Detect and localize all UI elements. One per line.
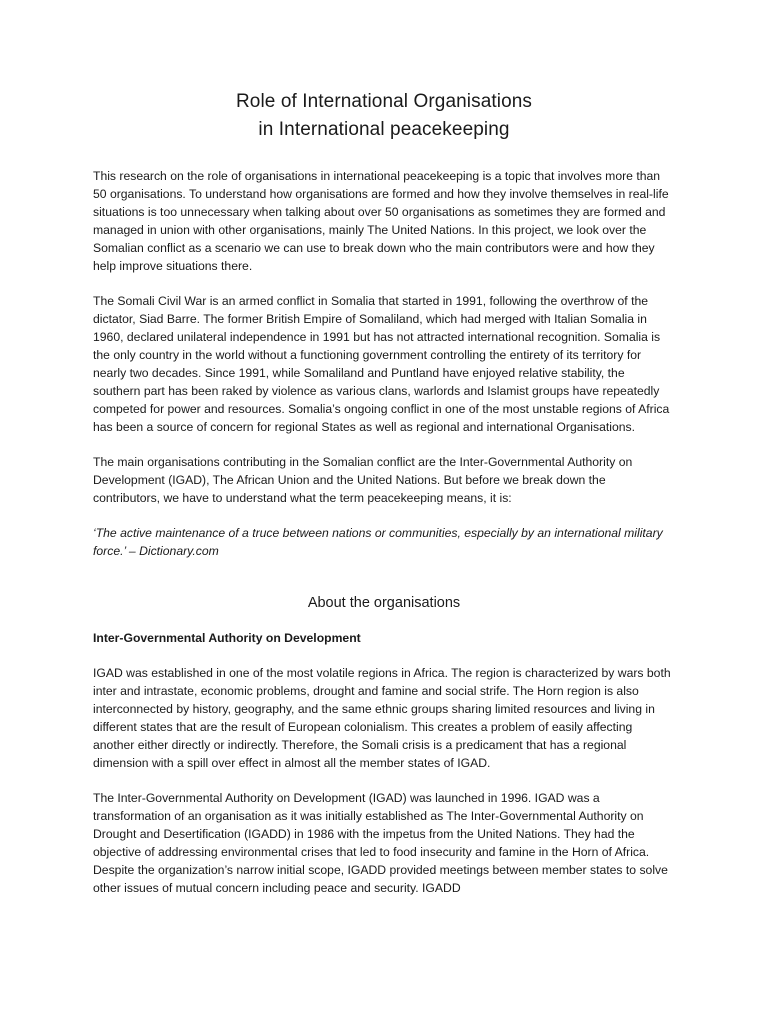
- section-heading: About the organisations: [307, 595, 461, 611]
- civil-war-paragraph: The Somali Civil War is an armed conflict in Somalia that started in 1991, following the overthrow of the dictator, Siad Barre. The former British Empire of Somaliland, which had merged with Italian Somalia in 1960, declared unilateral independence in 1991 but has not attracted international recognition. Somalia is the only country in the world without a functioning government controlling the entirety of its territory for nearly two decades. Since 1991, while Somaliland and Puntland have enjoyed relative stability, the southern part has been raked by violence as various clans, warlords and Islamist groups have repeatedly competed for power and resources. Somalia’s ongoing conflict in one of the most unstable regions of Africa has been a source of concern for regional States as well as regional and international Organisations.: [93, 294, 670, 434]
- title-line-1: Role of International Organisations: [235, 91, 533, 112]
- title-line-2: in International peacekeeping: [258, 119, 510, 140]
- igad-paragraph-1: IGAD was established in one of the most volatile regions in Africa. The region is characterized by wars both inter and intrastate, economic problems, drought and famine and social strife. The Horn region is also interconnected by history, geography, and the same ethnic groups sharing limited resources and living in different states that are the result of European colonialism. This creates a problem of easily affecting another either directly or indirectly. Therefore, the Somali crisis is a predicament that has a regional dimension with a spill over effect in almost all the member states of IGAD.: [93, 666, 671, 770]
- intro-paragraph: This research on the role of organisations in international peacekeeping is a topic that involves more than 50 organisations. To understand how organisations are formed and how they involve themselves in real-life situations is too unnecessary when talking about over 50 organisations as sometimes they are formed and managed in union with other organisations, mainly The United Nations. In this project, we look over the Somalian conflict as a scenario we can use to break down who the main contributors were and how they help improve situations there.: [93, 169, 669, 273]
- document-title: [93, 88, 675, 144]
- definition-quote: ‘The active maintenance of a truce between nations or communities, especially by an international military force.’ – Dictionary.com: [93, 526, 663, 558]
- document-page: [93, 88, 675, 897]
- organisations-paragraph: The main organisations contributing in the Somalian conflict are the Inter-Governmental Authority on Development (IGAD), The African Union and the United Nations. But before we break down the contributors, we have to understand what the term peacekeeping means, it is:: [93, 455, 633, 505]
- igad-paragraph-2: The Inter-Governmental Authority on Development (IGAD) was launched in 1996. IGAD was a transformation of an organisation as it was initially established as The Inter-Governmental Authority on Drought and Desertification (IGADD) in 1986 with the impetus from the United Nations. They had the objective of addressing environmental crises that led to food insecurity and famine in the Horn of Africa. Despite the organization’s narrow initial scope, IGADD provided meetings between member states to solve other issues of mutual concern including peace and security. IGADD: [93, 791, 668, 895]
- igad-heading: Inter-Governmental Authority on Development: [93, 631, 361, 645]
